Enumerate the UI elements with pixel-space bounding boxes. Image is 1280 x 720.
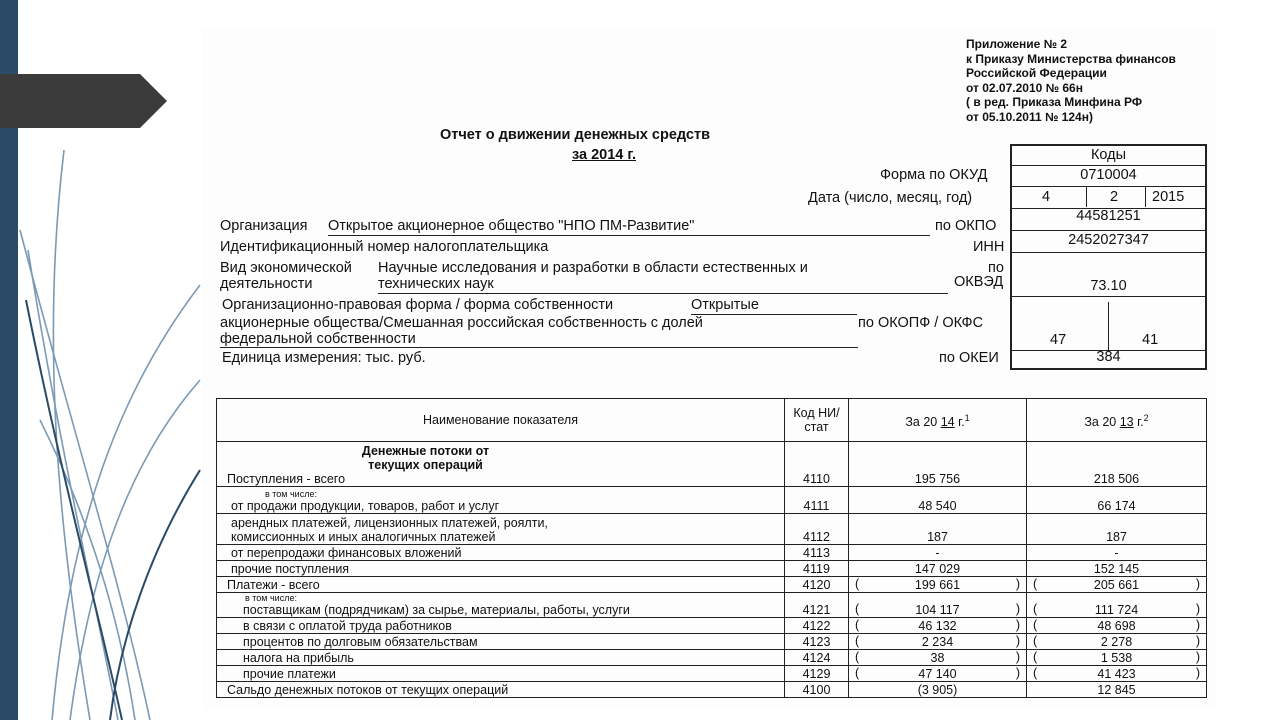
paren: (	[1033, 602, 1038, 616]
legal-form-value-1: Открытые	[691, 297, 759, 313]
row-name	[217, 442, 785, 487]
org-value: Открытое акционерное общество "НПО ПМ-Развитие"	[328, 218, 695, 234]
row-current	[849, 618, 1027, 634]
row-label-line: арендных платежей, лицензионных платежей, роялти,	[231, 516, 548, 530]
row-previous: 66 174	[1027, 487, 1207, 514]
paren: )	[1015, 666, 1020, 680]
row-name	[217, 487, 785, 514]
activity-value: Научные исследования и разработки в области естественных и	[378, 260, 808, 276]
report-title: Отчет о движении денежных средств	[440, 127, 710, 143]
row-code: 4100	[785, 682, 849, 698]
okved-label: ОКВЭД	[954, 274, 1004, 290]
row-code: 4119	[785, 561, 849, 577]
row-previous: 187	[1027, 514, 1207, 545]
paren: (	[1033, 618, 1038, 632]
row-current	[849, 634, 1027, 650]
col-header-name: Наименование показателя	[217, 399, 785, 442]
row-label: комиссионных и иных аналогичных платежей	[231, 530, 496, 544]
paren: )	[1015, 618, 1020, 632]
col-prev-year: 13	[1119, 415, 1134, 430]
appendix-line: от 02.07.2010 № 66н	[966, 80, 1083, 95]
inn-label: ИНН	[973, 239, 1005, 255]
paren: (	[1033, 577, 1038, 591]
row-label: от перепродажи финансовых вложений	[217, 545, 785, 561]
row-previous	[1027, 634, 1207, 650]
table-row	[217, 682, 1207, 698]
row-previous	[1027, 666, 1207, 682]
row-previous-value: 205 661	[1093, 578, 1140, 592]
table-row	[217, 577, 1207, 593]
row-code: 4111	[785, 487, 849, 514]
okfs-code: 41	[1142, 332, 1159, 348]
inn-code: 2452027347	[1068, 232, 1149, 248]
col-header-previous	[1027, 399, 1207, 442]
row-current	[849, 593, 1027, 618]
row-current	[849, 666, 1027, 682]
row-previous-value: 1 538	[1100, 651, 1133, 665]
row-label: Поступления - всего	[227, 472, 346, 486]
col-prev-footnote: 2	[1143, 412, 1149, 423]
date-day: 4	[1042, 189, 1051, 205]
paren: )	[1195, 634, 1200, 648]
row-previous: 218 506	[1027, 442, 1207, 487]
row-previous: 152 145	[1027, 561, 1207, 577]
table-row	[217, 618, 1207, 634]
row-current	[849, 650, 1027, 666]
report-period: за 2014 г.	[572, 147, 637, 163]
row-label: в связи с оплатой труда работников	[217, 618, 785, 634]
row-code: 4123	[785, 634, 849, 650]
report-document	[202, 27, 1216, 710]
okopf-label: по ОКОПФ / ОКФС	[858, 315, 984, 331]
row-current: 187	[849, 514, 1027, 545]
row-current: (3 905)	[849, 682, 1027, 698]
date-month: 2	[1110, 189, 1119, 205]
appendix-line: ( в ред. Приказа Минфина РФ	[966, 95, 1143, 109]
row-label: Сальдо денежных потоков от текущих операций	[217, 682, 785, 698]
col-cur-year: 14	[940, 415, 955, 430]
table-row	[217, 442, 1207, 487]
row-previous-value: 48 698	[1097, 619, 1136, 633]
paren: (	[1033, 666, 1038, 680]
row-code: 4129	[785, 666, 849, 682]
codes-box	[1010, 144, 1207, 370]
row-current: 48 540	[849, 487, 1027, 514]
row-code: 4112	[785, 514, 849, 545]
row-name	[217, 514, 785, 545]
paren: (	[855, 618, 860, 632]
appendix-note	[966, 37, 1176, 124]
row-label: процентов по долговым обязательствам	[217, 634, 785, 650]
col-prev-suffix: г.	[1137, 415, 1144, 430]
row-previous	[1027, 577, 1207, 593]
col-header-current	[849, 399, 1027, 442]
appendix-line: Приложение № 2	[966, 37, 1068, 51]
row-previous: -	[1027, 545, 1207, 561]
row-label: прочие поступления	[217, 561, 785, 577]
row-current: -	[849, 545, 1027, 561]
row-previous	[1027, 650, 1207, 666]
appendix-line: от 05.10.2011 № 124н)	[966, 109, 1093, 124]
table-row	[217, 666, 1207, 682]
okei-code: 384	[1096, 349, 1121, 365]
paren: )	[1015, 577, 1020, 591]
slide-arrow-shape	[0, 74, 167, 128]
section-title-line: Денежные потоки от	[361, 444, 490, 458]
okpo-label: по ОКПО	[935, 218, 997, 234]
date-year: 2015	[1152, 189, 1185, 205]
row-code: 4113	[785, 545, 849, 561]
row-current-value: 199 661	[914, 578, 961, 592]
paren: )	[1015, 650, 1020, 664]
row-label: Платежи - всего	[217, 577, 785, 593]
table-row	[217, 561, 1207, 577]
okopf-code: 47	[1050, 332, 1067, 348]
col-cur-footnote: 1	[964, 412, 970, 423]
table-row	[217, 545, 1207, 561]
row-previous: 12 845	[1027, 682, 1207, 698]
date-label: Дата (число, месяц, год)	[808, 190, 973, 206]
legal-form-label: Организационно-правовая форма / форма собственности	[222, 297, 614, 313]
cashflow-table	[216, 398, 1207, 698]
paren: (	[855, 634, 860, 648]
row-name	[217, 593, 785, 618]
codes-header: Коды	[1090, 147, 1127, 163]
unit-label: Единица измерения: тыс. руб.	[222, 350, 426, 366]
okved-code: 73.10	[1090, 278, 1127, 294]
appendix-line: к Приказу Министерства финансов	[966, 51, 1176, 66]
row-code: 4110	[785, 442, 849, 487]
paren: )	[1015, 602, 1020, 616]
okved-label-top: по	[988, 260, 1004, 276]
row-current-value: 38	[930, 651, 945, 665]
row-previous	[1027, 618, 1207, 634]
paren: (	[1033, 634, 1038, 648]
row-current-value: 2 234	[921, 635, 954, 649]
row-label: прочие платежи	[217, 666, 785, 682]
row-code: 4120	[785, 577, 849, 593]
paren: (	[855, 650, 860, 664]
paren: (	[855, 577, 860, 591]
paren: (	[1033, 650, 1038, 664]
col-header-code-line: стат	[804, 420, 829, 434]
row-code: 4121	[785, 593, 849, 618]
legal-form-value-2: акционерные общества/Смешанная российская собственность с долей	[220, 315, 703, 331]
paren: )	[1195, 666, 1200, 680]
row-previous	[1027, 593, 1207, 618]
activity-label-2: деятельности	[220, 276, 313, 292]
row-current-value: 47 140	[918, 667, 957, 681]
okei-label: по ОКЕИ	[939, 350, 999, 366]
col-cur-prefix: За 20	[905, 415, 938, 430]
row-current: 147 029	[849, 561, 1027, 577]
row-code: 4122	[785, 618, 849, 634]
paren: )	[1195, 618, 1200, 632]
paren: )	[1195, 577, 1200, 591]
col-header-code	[785, 399, 849, 442]
row-label: налога на прибыль	[217, 650, 785, 666]
table-row	[217, 634, 1207, 650]
paren: (	[855, 666, 860, 680]
row-label: от продажи продукции, товаров, работ и услуг	[231, 499, 500, 513]
row-current: 195 756	[849, 442, 1027, 487]
table-row	[217, 593, 1207, 618]
table-header-row	[217, 399, 1207, 442]
row-code: 4124	[785, 650, 849, 666]
inn-long-label: Идентификационный номер налогоплательщика	[220, 239, 549, 255]
activity-label: Вид экономической	[220, 260, 352, 276]
legal-form-value-3: федеральной собственности	[220, 331, 416, 347]
row-current-value: 46 132	[918, 619, 957, 633]
row-previous-value: 41 423	[1097, 667, 1136, 681]
table-row	[217, 514, 1207, 545]
row-previous-value: 2 278	[1100, 635, 1133, 649]
incl-label: в том числе:	[245, 593, 297, 603]
appendix-line: Российской Федерации	[966, 66, 1107, 80]
section-title-line: текущих операций	[368, 458, 483, 472]
table-row	[217, 650, 1207, 666]
row-previous-value: 111 724	[1094, 603, 1139, 617]
okud-label: Форма по ОКУД	[880, 167, 988, 183]
okud-code: 0710004	[1080, 167, 1137, 183]
paren: )	[1195, 650, 1200, 664]
incl-label: в том числе:	[265, 489, 317, 499]
paren: (	[855, 602, 860, 616]
org-label: Организация	[220, 218, 308, 234]
row-current-value: 104 117	[915, 603, 960, 617]
activity-value-2: технических наук	[378, 276, 494, 292]
col-cur-suffix: г.	[958, 415, 965, 430]
row-current	[849, 577, 1027, 593]
col-prev-prefix: За 20	[1084, 415, 1117, 430]
okpo-code: 44581251	[1076, 208, 1141, 224]
col-header-code-line: Код НИ/	[793, 406, 840, 420]
row-label: поставщикам (подрядчикам) за сырье, материалы, работы, услуги	[243, 603, 630, 617]
table-row	[217, 487, 1207, 514]
paren: )	[1195, 602, 1200, 616]
paren: )	[1015, 634, 1020, 648]
